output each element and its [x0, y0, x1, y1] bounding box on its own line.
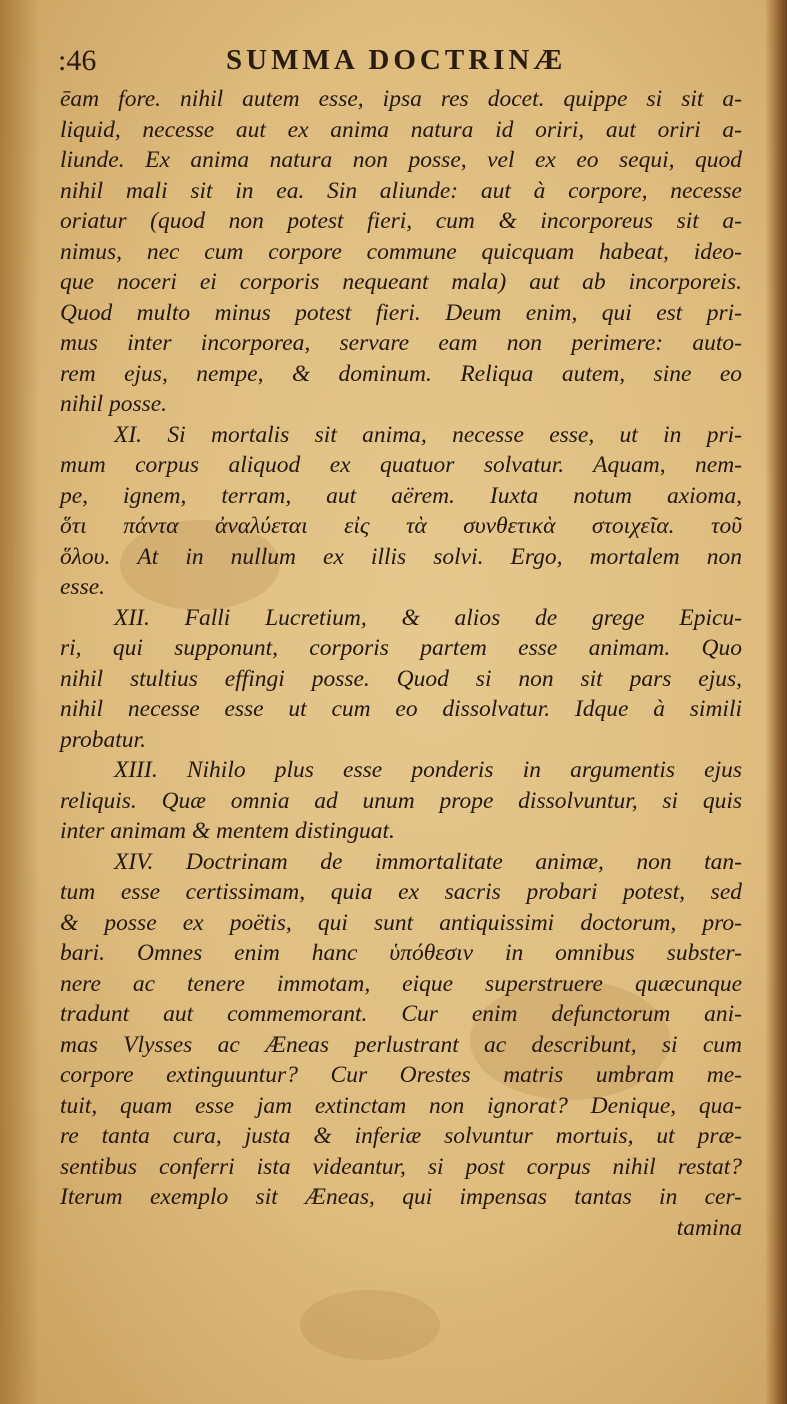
- text-line: ὅλου. At in nullum ex illis solvi. Ergo, mortalem non: [60, 543, 742, 570]
- text-line: nimus, nec cum corpore commune quicquam habeat, ideo-: [60, 238, 742, 265]
- text-line: tuit, quam esse jam extinctam non ignorat? Denique, qua-: [60, 1092, 742, 1119]
- text-line: nihil mali sit in ea. Sin aliunde: aut à corpore, necesse: [60, 177, 742, 204]
- text-line: liunde. Ex anima natura non posse, vel ex eo sequi, quod: [60, 147, 742, 173]
- text-line: mum corpus aliquod ex quatuor solvatur. Aquam, nem-: [60, 452, 742, 478]
- text-line: & posse ex poëtis, qui sunt antiquissimi doctorum, pro-: [60, 909, 742, 936]
- text-line: esse.: [60, 574, 106, 600]
- text-line: rem ejus, nempe, & dominum. Reliqua autem, sine eo: [60, 360, 742, 387]
- text-line: ri, qui supponunt, corporis partem esse animam. Quo: [60, 635, 742, 661]
- text-line: Quod multo minus potest fieri. Deum enim, qui est pri-: [60, 299, 742, 326]
- section-xii-start: XII. Falli Lucretium, & alios de grege Epicu-: [114, 604, 742, 631]
- text-line: que noceri ei corporis nequeant mala) aut ab incorporeis.: [60, 269, 742, 295]
- text-line: nihil stultius effingi posse. Quod si non sit pars ejus,: [60, 665, 742, 692]
- text-line: Iterum exemplo sit Æneas, qui impensas tantas in cer-: [60, 1184, 742, 1210]
- text-line: oriatur (quod non potest fieri, cum & incorporeus sit a-: [60, 208, 742, 234]
- text-line: bari. Omnes enim hanc ὑπόθεσιν in omnibus subster-: [60, 940, 742, 966]
- text-line: corpore extinguuntur? Cur Orestes matris umbram me-: [60, 1062, 742, 1088]
- catchword: tamina: [676, 1214, 742, 1241]
- text-line: inter animam & mentem distinguat.: [60, 818, 395, 844]
- text-line: tradunt aut commemorant. Cur enim defunctorum ani-: [60, 1001, 742, 1027]
- page-edge-shadow: [765, 0, 787, 1404]
- section-xiv-start: XIV. Doctrinam de immortalitate animæ, non tan-: [114, 848, 742, 875]
- text-line: nere ac tenere immotam, eique superstruere quæcunque: [60, 970, 742, 997]
- text-line: tum esse certissimam, quia ex sacris probari potest, sed: [60, 879, 742, 905]
- section-xiii-start: XIII. Nihilo plus esse ponderis in argumentis ejus: [114, 757, 742, 783]
- page-number: :46: [58, 44, 97, 77]
- running-title: SUMMA DOCTRINÆ: [226, 44, 567, 76]
- page-gutter-shadow: [0, 0, 40, 1404]
- section-xi-start: XI. Si mortalis sit anima, necesse esse, ut in pri-: [114, 421, 742, 448]
- text-line: ēam fore. nihil autem esse, ipsa res docet. quippe si sit a-: [60, 86, 742, 112]
- text-line: re tanta cura, justa & inferiæ solvuntur mortuis, ut præ-: [60, 1123, 742, 1149]
- text-line: mas Vlysses ac Æneas perlustrant ac describunt, si cum: [60, 1031, 742, 1058]
- text-line: reliquis. Quæ omnia ad unum prope dissolvuntur, si quis: [60, 787, 742, 814]
- greek-line: ὅτι πάντα ἀναλύεται εἰς τὰ συνθετικὰ στοιχεῖα. τοῦ: [60, 513, 742, 539]
- paper-stain: [300, 1290, 440, 1360]
- page-header: [58, 40, 738, 80]
- text-line: probatur.: [60, 726, 146, 753]
- text-line: mus inter incorporea, servare eam non perimere: auto-: [60, 330, 742, 356]
- text-line: pe, ignem, terram, aut aërem. Iuxta notum axioma,: [60, 482, 742, 509]
- text-line: nihil posse.: [60, 391, 168, 417]
- text-body: [60, 84, 742, 1243]
- text-line: sentibus conferri ista videantur, si post corpus nihil restat?: [60, 1153, 742, 1180]
- text-line: liquid, necesse aut ex anima natura id oriri, aut oriri a-: [60, 116, 742, 143]
- text-line: nihil necesse esse ut cum eo dissolvatur. Idque à simili: [60, 696, 742, 722]
